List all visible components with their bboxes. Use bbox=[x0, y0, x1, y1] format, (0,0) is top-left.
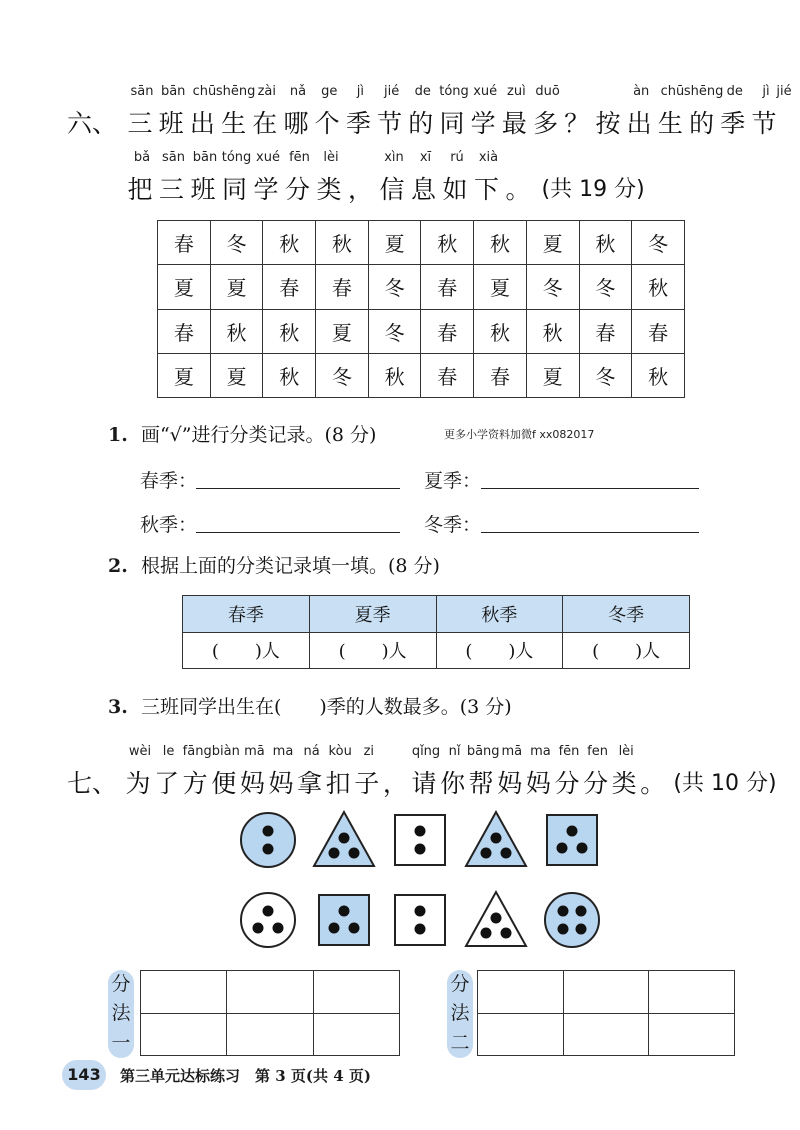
method1-cell[interactable] bbox=[227, 971, 313, 1014]
record-label-summer: 夏季： bbox=[424, 470, 482, 492]
season-cell: 春 bbox=[421, 353, 474, 397]
title-character: 你 bbox=[440, 769, 466, 798]
season-cell: 冬 bbox=[632, 221, 685, 265]
title-character: 为 bbox=[125, 769, 151, 798]
title-character: 拿 bbox=[297, 769, 323, 798]
season-cell: 冬 bbox=[579, 265, 632, 309]
pinyin-syllable: xià bbox=[478, 150, 499, 165]
method2-char-3: 二 bbox=[450, 1031, 470, 1054]
season-cell: 春 bbox=[474, 353, 527, 397]
square-button-3-holes[interactable] bbox=[547, 815, 597, 865]
method1-cell[interactable] bbox=[141, 1013, 227, 1056]
pinyin-syllable: tóng bbox=[439, 84, 469, 99]
season-cell: 秋 bbox=[579, 221, 632, 265]
pinyin-syllable: lèi bbox=[618, 744, 634, 759]
question-3-text: 三班同学出生在( )季的人数最多。(3 分) bbox=[140, 696, 512, 718]
title-character: 出 bbox=[626, 109, 652, 138]
method1-char-2: 法 bbox=[111, 1002, 131, 1025]
section6-title-line2 bbox=[68, 170, 768, 204]
title-character: 多 bbox=[533, 109, 559, 138]
section6-number: 六、 bbox=[66, 109, 118, 138]
title-character: ， bbox=[382, 769, 408, 798]
pinyin-syllable: shēng bbox=[683, 84, 724, 99]
title-character: 分 bbox=[583, 769, 609, 798]
title-character: 如 bbox=[442, 175, 468, 204]
count-header-autumn: 秋季 bbox=[436, 596, 563, 633]
pinyin-syllable: le bbox=[162, 744, 175, 759]
method2-cell[interactable] bbox=[649, 971, 735, 1014]
section7-number: 七、 bbox=[66, 769, 118, 798]
method1-cell[interactable] bbox=[313, 1013, 399, 1056]
title-character: ， bbox=[347, 175, 374, 204]
pinyin-syllable: biàn bbox=[211, 744, 240, 759]
season-cell: 秋 bbox=[474, 221, 527, 265]
season-count-table bbox=[182, 595, 690, 669]
method1-grid bbox=[140, 970, 400, 1056]
title-character: 最 bbox=[501, 109, 527, 138]
pinyin-syllable: kòu bbox=[328, 744, 352, 759]
pinyin-syllable: fēn bbox=[558, 744, 580, 759]
pinyin-syllable: wèi bbox=[128, 744, 152, 759]
pinyin-syllable: de bbox=[414, 84, 431, 99]
title-character: 下 bbox=[473, 175, 500, 204]
birth-season-grid bbox=[157, 220, 685, 398]
question-3 bbox=[108, 692, 512, 719]
method1-tab bbox=[108, 970, 134, 1058]
method1-cell[interactable] bbox=[313, 971, 399, 1014]
season-cell: 春 bbox=[421, 309, 474, 353]
title-character: 节 bbox=[377, 109, 403, 138]
record-line-summer[interactable] bbox=[481, 488, 699, 489]
title-character: 哪 bbox=[283, 109, 309, 138]
pinyin-syllable: rú bbox=[450, 150, 464, 165]
season-cell: 夏 bbox=[368, 221, 421, 265]
season-cell: 秋 bbox=[632, 265, 685, 309]
count-cell-spring[interactable]: ( )人 bbox=[183, 632, 310, 669]
count-header-spring: 春季 bbox=[183, 596, 310, 633]
pinyin-syllable: zi bbox=[363, 744, 375, 759]
record-line-autumn[interactable] bbox=[196, 532, 400, 533]
square-button-2-holes[interactable] bbox=[395, 895, 445, 945]
title-character: 帮 bbox=[468, 769, 494, 798]
pinyin-syllable: àn bbox=[633, 84, 650, 99]
season-cell: 夏 bbox=[526, 221, 579, 265]
question-2-number: 2. bbox=[108, 555, 128, 577]
season-cell: 春 bbox=[421, 265, 474, 309]
season-cell: 夏 bbox=[210, 265, 263, 309]
title-character: 信 bbox=[379, 175, 405, 204]
question-2-text: 根据上面的分类记录填一填。(8 分) bbox=[140, 555, 440, 577]
title-character: 便 bbox=[211, 769, 237, 798]
question-1-text: 画“√”进行分类记录。(8 分) bbox=[140, 424, 377, 446]
pinyin-syllable: mā bbox=[244, 744, 265, 759]
title-character: ？ bbox=[564, 109, 590, 138]
count-cell-winter[interactable]: ( )人 bbox=[563, 632, 690, 669]
season-cell: 秋 bbox=[316, 221, 369, 265]
pinyin-syllable: xué bbox=[256, 150, 280, 165]
title-character: 三 bbox=[158, 175, 185, 204]
title-character: 类 bbox=[316, 175, 342, 204]
pinyin-syllable: jié bbox=[383, 84, 400, 99]
question-3-number: 3. bbox=[108, 696, 128, 718]
count-header-winter: 冬季 bbox=[563, 596, 690, 633]
method1-cell[interactable] bbox=[141, 971, 227, 1014]
pinyin-syllable: bǎ bbox=[133, 150, 151, 165]
title-character: 生 bbox=[657, 109, 683, 138]
pinyin-syllable: shēng bbox=[215, 84, 256, 99]
pinyin-syllable: tóng bbox=[221, 150, 252, 165]
pinyin-syllable: xī bbox=[419, 150, 432, 165]
title-character: 季 bbox=[345, 109, 371, 138]
title-character: 班 bbox=[190, 175, 216, 204]
record-label-autumn: 秋季： bbox=[140, 514, 198, 536]
pinyin-syllable: chū bbox=[192, 84, 217, 99]
pinyin-syllable: nǎ bbox=[289, 84, 307, 99]
title-character: 的 bbox=[408, 109, 434, 138]
pinyin-syllable: fāng bbox=[182, 744, 212, 759]
count-cell-autumn[interactable]: ( )人 bbox=[436, 632, 563, 669]
count-cell-summer[interactable]: ( )人 bbox=[309, 632, 436, 669]
pinyin-syllable: duō bbox=[535, 84, 560, 99]
season-cell: 秋 bbox=[474, 309, 527, 353]
method2-cell[interactable] bbox=[649, 1013, 735, 1056]
pinyin-syllable: bāng bbox=[466, 744, 500, 759]
method2-char-1: 分 bbox=[450, 973, 470, 996]
pinyin-syllable: qǐng bbox=[411, 744, 441, 759]
season-cell: 春 bbox=[579, 309, 632, 353]
title-character: 出 bbox=[189, 109, 215, 138]
season-cell: 秋 bbox=[526, 309, 579, 353]
title-character: 方 bbox=[182, 769, 208, 798]
season-cell: 春 bbox=[158, 309, 211, 353]
title-character: 妈 bbox=[239, 769, 265, 798]
season-cell: 夏 bbox=[158, 265, 211, 309]
question-1-number: 1. bbox=[108, 424, 128, 446]
pinyin-syllable: nǐ bbox=[448, 744, 461, 759]
pinyin-syllable: ma bbox=[272, 744, 294, 759]
season-cell: 春 bbox=[263, 265, 316, 309]
pinyin-syllable: zuì bbox=[507, 84, 526, 99]
title-character: 分 bbox=[554, 769, 580, 798]
title-character: 妈 bbox=[497, 769, 523, 798]
title-character: 息 bbox=[410, 175, 437, 204]
circle-button-4-holes[interactable] bbox=[545, 893, 599, 947]
season-cell: 冬 bbox=[368, 265, 421, 309]
season-cell: 秋 bbox=[263, 353, 316, 397]
title-character: 个 bbox=[314, 109, 340, 138]
title-character: 同 bbox=[439, 109, 465, 138]
season-cell: 夏 bbox=[210, 353, 263, 397]
title-character: 在 bbox=[252, 109, 278, 138]
watermark-note: 更多小学资料加微f xx082017 bbox=[444, 428, 595, 441]
title-character: 分 bbox=[284, 175, 311, 204]
pinyin-syllable: jì bbox=[356, 84, 365, 99]
question-1 bbox=[108, 420, 376, 447]
section6-title-line1 bbox=[66, 104, 777, 138]
title-character: 了 bbox=[154, 769, 180, 798]
circle-button-2-holes[interactable] bbox=[241, 813, 295, 867]
method2-char-2: 法 bbox=[450, 1002, 470, 1025]
method2-cell[interactable] bbox=[478, 1013, 564, 1056]
page-number: 143 bbox=[62, 1060, 106, 1090]
footer-caption: 第三单元达标练习 第 3 页(共 4 页) bbox=[120, 1067, 371, 1085]
season-cell: 夏 bbox=[316, 309, 369, 353]
section7-pinyin-line bbox=[70, 744, 760, 764]
question-2 bbox=[108, 551, 440, 578]
season-cell: 秋 bbox=[632, 353, 685, 397]
title-character: 妈 bbox=[525, 769, 551, 798]
pinyin-syllable: zài bbox=[257, 84, 276, 99]
pinyin-syllable: jì bbox=[762, 84, 770, 99]
title-character: 节 bbox=[751, 109, 777, 138]
pinyin-syllable: fen bbox=[587, 744, 609, 759]
season-cell: 冬 bbox=[316, 353, 369, 397]
pinyin-syllable: sān bbox=[162, 150, 185, 165]
method2-tab bbox=[447, 970, 473, 1058]
title-character: 子 bbox=[354, 769, 380, 798]
method2-cell[interactable] bbox=[563, 1013, 649, 1056]
pinyin-syllable: mā bbox=[501, 744, 523, 759]
season-cell: 秋 bbox=[368, 353, 421, 397]
pinyin-syllable: ná bbox=[303, 744, 320, 759]
season-cell: 秋 bbox=[263, 309, 316, 353]
method2-grid bbox=[477, 970, 735, 1056]
triangle-button-3-holes[interactable] bbox=[314, 812, 374, 866]
method2-cell[interactable] bbox=[478, 971, 564, 1014]
title-character: 妈 bbox=[268, 769, 294, 798]
title-character: 。 bbox=[640, 769, 666, 798]
title-character: 请 bbox=[411, 769, 437, 798]
title-character: 生 bbox=[221, 109, 247, 138]
count-header-summer: 夏季 bbox=[309, 596, 436, 633]
season-cell: 秋 bbox=[263, 221, 316, 265]
section6-pinyin-line1 bbox=[70, 84, 792, 104]
title-character: 按 bbox=[595, 109, 621, 138]
pinyin-syllable: xué bbox=[473, 84, 498, 99]
season-cell: 冬 bbox=[526, 265, 579, 309]
pinyin-syllable: fēn bbox=[289, 150, 310, 165]
section7-points: (共 10 分) bbox=[673, 771, 777, 796]
season-cell: 冬 bbox=[579, 353, 632, 397]
title-character: 三 bbox=[127, 109, 153, 138]
season-cell: 夏 bbox=[158, 353, 211, 397]
title-character: 学 bbox=[470, 109, 496, 138]
title-character: 班 bbox=[158, 109, 184, 138]
season-cell: 春 bbox=[158, 221, 211, 265]
season-cell: 秋 bbox=[210, 309, 263, 353]
section6-pinyin-line2 bbox=[70, 150, 760, 170]
title-character: 扣 bbox=[325, 769, 351, 798]
record-line-spring[interactable] bbox=[196, 488, 400, 489]
section6-points: (共 19 分) bbox=[541, 177, 645, 202]
pinyin-syllable: lèi bbox=[323, 150, 339, 165]
season-cell: 夏 bbox=[474, 265, 527, 309]
pinyin-syllable: bān bbox=[192, 150, 218, 165]
season-cell: 春 bbox=[632, 309, 685, 353]
square-button-3-holes[interactable] bbox=[319, 895, 369, 945]
method1-char-3: 一 bbox=[111, 1031, 131, 1054]
season-cell: 夏 bbox=[526, 353, 579, 397]
title-character: 学 bbox=[253, 175, 279, 204]
pinyin-syllable: xìn bbox=[384, 150, 404, 165]
pinyin-syllable: bān bbox=[160, 84, 186, 99]
pinyin-syllable: jié bbox=[776, 84, 792, 99]
season-cell: 冬 bbox=[368, 309, 421, 353]
section7-title-line bbox=[66, 764, 777, 798]
record-line-winter[interactable] bbox=[481, 532, 699, 533]
title-character: 季 bbox=[720, 109, 746, 138]
title-character: 把 bbox=[127, 175, 153, 204]
title-character: 。 bbox=[505, 175, 531, 204]
season-cell: 冬 bbox=[210, 221, 263, 265]
triangle-button-3-holes[interactable] bbox=[466, 812, 526, 866]
method1-cell[interactable] bbox=[227, 1013, 313, 1056]
pinyin-syllable: de bbox=[726, 84, 743, 99]
buttons-illustration bbox=[230, 808, 620, 958]
method2-cell[interactable] bbox=[563, 971, 649, 1014]
triangle-button-3-holes[interactable] bbox=[466, 892, 526, 946]
circle-button-3-holes[interactable] bbox=[241, 893, 295, 947]
record-label-winter: 冬季： bbox=[424, 514, 482, 536]
square-button-2-holes[interactable] bbox=[395, 815, 445, 865]
pinyin-syllable: sān bbox=[130, 84, 154, 99]
record-label-spring: 春季： bbox=[140, 470, 198, 492]
pinyin-syllable: chū bbox=[660, 84, 685, 99]
season-cell: 春 bbox=[316, 265, 369, 309]
title-character: 同 bbox=[221, 175, 248, 204]
pinyin-syllable: ge bbox=[321, 84, 338, 99]
title-character: 的 bbox=[689, 109, 715, 138]
pinyin-syllable: ma bbox=[530, 744, 551, 759]
method1-char-1: 分 bbox=[111, 973, 131, 996]
title-character: 类 bbox=[611, 769, 637, 798]
season-cell: 秋 bbox=[421, 221, 474, 265]
